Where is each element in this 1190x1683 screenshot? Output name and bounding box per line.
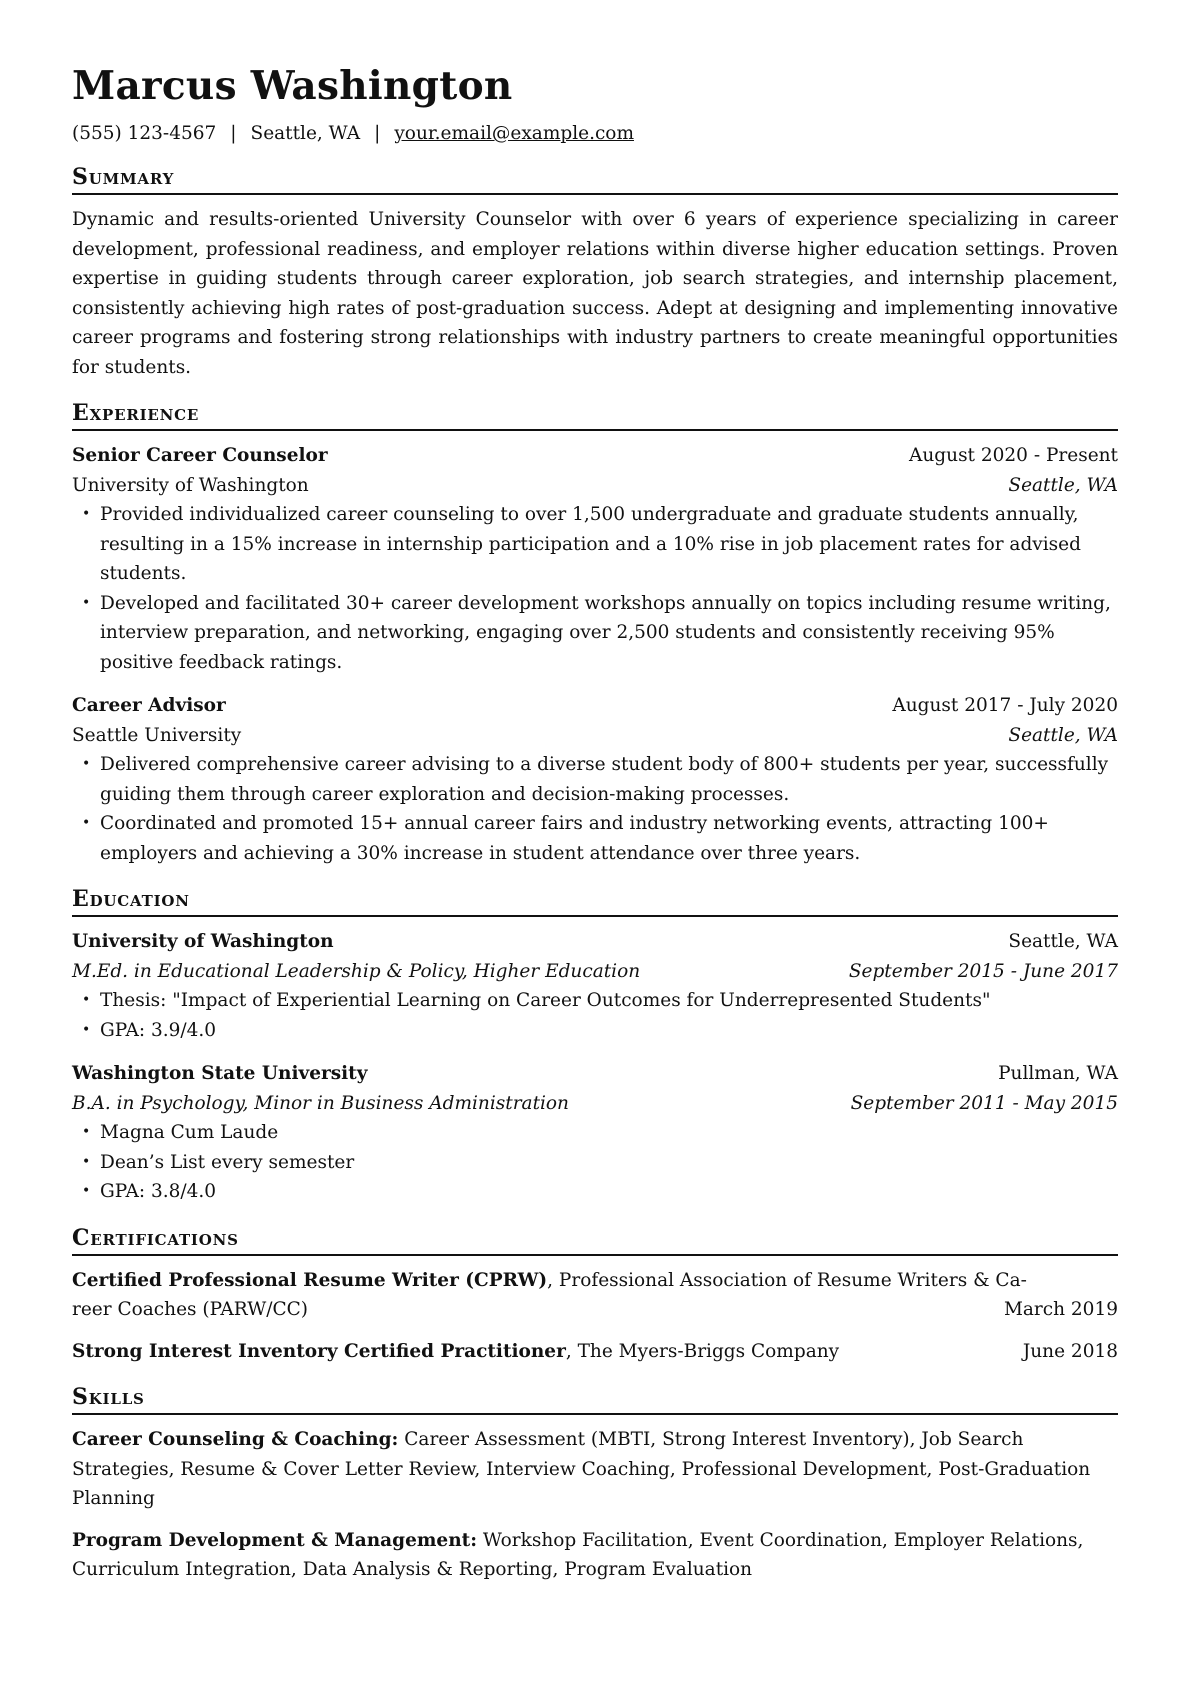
education-dates: September 2011 - May 2015 [850,1092,1118,1114]
skill-group [72,1425,1118,1514]
contact-line [72,122,1118,146]
school-name: University of Washington [72,931,334,952]
list-item: • Dean’s List every semester [72,1148,1118,1178]
list-item: • Thesis: "Impact of Experiential Learning on Career Outcomes for Underrepresented Students" [72,986,1118,1016]
list-item: • Magna Cum Laude [72,1118,1118,1148]
job-bullets [72,500,1118,677]
email-link[interactable]: your.email@example.com [394,123,634,144]
job-location: Seattle, WA [1008,474,1118,496]
separator: | [374,123,381,144]
summary-text: Dynamic and results-oriented University Counselor with over 6 years of experience specializing in career development, professional readiness, and employer relations within diverse higher education settings. Proven expertise in guiding students through career exploration, job search strategies, and internship placement, consistently achieving high rates of post-graduation success. Adept at designing and implementing innovative career programs and fostering strong relationships with industry partners to create meaningful opportunities for students. [72,209,1118,378]
job-location: Seattle, WA [1008,724,1118,746]
bullet-icon: • [82,506,91,522]
education-bullets [72,986,1118,1045]
skill-group-text: Career Assessment (MBTI, Strong Interest Inventory), Job Search Strategies, Resume & Cover Letter Review, Interview Coaching, Professional Development, Post-Graduation Planning [72,1429,1091,1509]
phone: (555) 123-4567 [72,123,217,144]
section-title: Experience [72,399,1118,431]
bullet-icon: • [82,1124,91,1140]
job-entry [72,441,1118,677]
skill-group-text: Workshop Facilitation, Event Coordination, Employer Relations, Curriculum Integration, Data Analysis & Reporting, Program Evaluation [72,1529,1084,1580]
location: Seattle, WA [250,123,361,144]
bullet-icon: • [82,1183,91,1199]
school-location: Pullman, WA [998,1063,1118,1084]
list-item: • Provided individualized career counseling to over 1,500 undergraduate and graduate students annually, resulting in a 15% increase in internship participation and a 10% rise in job placement rates for advised students. [72,500,1118,589]
certification-issuer-cont: reer Coaches (PARW/CC) [72,1299,309,1320]
job-org: University of Washington [72,474,309,496]
separator: | [230,123,237,144]
candidate-name: Marcus Washington [72,63,513,109]
list-item: • Delivered comprehensive career advising to a diverse student body of 800+ students per year, successfully guiding them through career exploration and decision-making processes. [72,750,1118,809]
job-role: Career Advisor [72,695,226,716]
school-name: Washington State University [72,1063,368,1084]
bullet-icon: • [82,1153,91,1170]
list-item: • Coordinated and promoted 15+ annual career fairs and industry networking events, attracting 100+ employers and achieving a 30% increase in student attendance over three years. [72,809,1118,868]
degree: M.Ed. in Educational Leadership & Policy, Higher Education [72,960,641,982]
job-role: Senior Career Counselor [72,445,328,466]
certification-issuer: , Professional Association of Resume Writers & Ca- [547,1269,1027,1291]
skill-group-label: Career Counseling & Coaching: [72,1429,399,1450]
bullet-icon: • [82,1021,91,1038]
degree: B.A. in Psychology, Minor in Business Administration [72,1092,569,1114]
certification-date: June 2018 [1022,1340,1118,1362]
bullet-icon: • [82,756,91,772]
bullet-icon: • [82,594,91,611]
section-title: Certifications [72,1224,1118,1256]
job-dates: August 2020 - Present [909,445,1118,466]
education-entry [72,1059,1118,1207]
summary-section [72,163,1118,382]
list-item: • GPA: 3.8/4.0 [72,1177,1118,1207]
experience-section [72,399,1118,868]
certification-date: March 2019 [1003,1299,1118,1320]
skills-section [72,1383,1118,1585]
job-org: Seattle University [72,724,242,746]
section-title: Education [72,885,1118,917]
education-dates: September 2015 - June 2017 [848,960,1118,982]
certification-issuer: , The Myers-Briggs Company [565,1340,840,1362]
certifications-section [72,1224,1118,1367]
list-item: • GPA: 3.9/4.0 [72,1016,1118,1046]
job-bullets [72,750,1118,868]
education-entry [72,927,1118,1045]
section-title: Summary [72,163,1118,195]
certification-entry [72,1337,1118,1367]
education-bullets [72,1118,1118,1207]
bullet-icon: • [82,992,91,1008]
certification-entry [72,1266,1118,1325]
bullet-icon: • [82,815,91,831]
education-section [72,885,1118,1207]
school-location: Seattle, WA [1008,931,1118,952]
job-dates: August 2017 - July 2020 [892,695,1118,716]
skill-group [72,1526,1118,1585]
skill-group-label: Program Development & Management: [72,1529,478,1551]
section-title: Skills [72,1383,1118,1415]
job-entry [72,691,1118,868]
certification-name: Certified Professional Resume Writer (CPRW) [72,1269,548,1291]
list-item: • Developed and facilitated 30+ career development workshops annually on topics including resume writing, interview preparation, and networking, engaging over 2,500 students and consistently receiving 95% positive feedback ratings. [72,589,1118,678]
certification-name: Strong Interest Inventory Certified Practitioner [72,1340,566,1362]
